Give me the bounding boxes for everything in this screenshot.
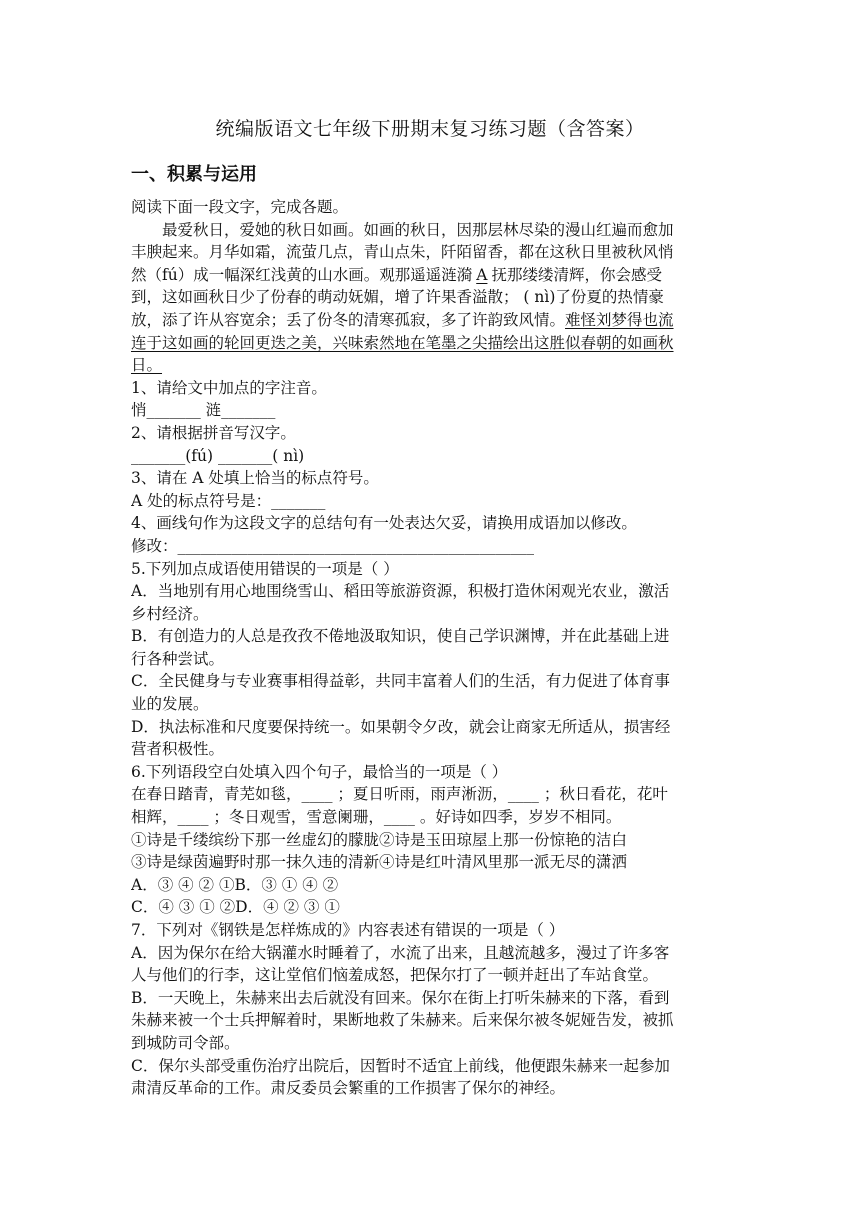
option-b: B．有创造力的人总是孜孜不倦地汲取知识，使自己学识渊博，并在此基础上进 bbox=[131, 627, 670, 646]
underlined-sentence: 连于这如画的轮回更迭之美，兴味索然地在笔墨之尖描绘出这胜似春朝的如画秋 bbox=[131, 333, 674, 352]
text-line: 相辉，____ ；冬日观雪，雪意阑珊，____ 。好诗如四季，岁岁不相同。 bbox=[131, 808, 622, 827]
option-c: C．保尔头部受重伤治疗出院后，因暂时不适宜上前线，他便跟朱赫来一起参加 bbox=[131, 1056, 670, 1075]
question-2: 2、请根据拼音写汉字。 bbox=[131, 423, 296, 442]
text-line: 在春日踏青，青芜如毯，____ ；夏日听雨，雨声淅沥，____ ；秋日看花，花叶 bbox=[131, 785, 668, 804]
dotted-emphasis: 最恰当 bbox=[362, 762, 410, 781]
text-fragment: 放，添了许从容宽余；丢了份冬的清寒孤寂，多了许韵致风情。 bbox=[131, 310, 566, 329]
answer-line: _______(fú) _______( nì) bbox=[131, 446, 305, 465]
question-3: 3、请在 A 处填上恰当的标点符号。 bbox=[131, 469, 379, 488]
question-6 bbox=[131, 761, 729, 784]
question-7: 7．下列对《钢铁是怎样炼成的》内容表述有错误的一项是（ ） bbox=[131, 921, 565, 939]
option-c-cont: 业的发展。 bbox=[131, 695, 209, 714]
text-line: 到，这如画秋日少了份春的萌动妩媚，增了许果香溢散； ( nì)了份夏的热情豪 bbox=[131, 288, 664, 307]
answer-line: 悄_______ 涟_______ bbox=[131, 401, 276, 420]
underlined-sentence: 日。 bbox=[131, 356, 163, 375]
document-title: 统编版语文七年级下册期末复习练习题（含答案） bbox=[215, 118, 645, 140]
text-line bbox=[131, 264, 729, 287]
text-line bbox=[131, 309, 729, 332]
option-b: B．一天晚上，朱赫来出去后就没有回来。保尔在街上打听朱赫来的下落，看到 bbox=[131, 988, 670, 1007]
text-line: 丰腴起来。月华如霜，流萤几点，青山点朱，阡陌留香，都在这秋日里被秋风悄 bbox=[131, 243, 674, 262]
option-d: D．执法标准和尺度要保持统一。如果朝令夕改，就会让商家无所适从，损害经 bbox=[131, 717, 671, 736]
option-a-cont: 乡村经济。 bbox=[131, 604, 209, 623]
option-c-cont: 肃清反革命的工作。肃反委员会繁重的工作损害了保尔的神经。 bbox=[131, 1079, 566, 1098]
options-cd: C．④ ③ ① ②D．④ ② ③ ① bbox=[131, 898, 340, 917]
options-ab: A．③ ④ ② ①B．③ ① ④ ② bbox=[131, 875, 339, 894]
document-body bbox=[131, 196, 729, 1100]
text-fragment: 6.下列语段空白处填入四个句子， bbox=[131, 762, 363, 781]
underlined-sentence: 难怪刘梦得也流 bbox=[565, 310, 674, 329]
option-c: C．全民健身与专业赛事相得益彰，共同丰富着人们的生活，有力促进了体育事 bbox=[131, 672, 670, 691]
text-line bbox=[131, 354, 729, 377]
text-fragment: 的一项是（ ） bbox=[409, 762, 508, 781]
text-line: 最爱秋日，爱她的秋日如画。如画的秋日，因那层林尽染的漫山红遍而愈加 bbox=[162, 220, 674, 239]
question-1: 1、请给文中加点的字注音。 bbox=[131, 378, 327, 397]
option-a-cont: 人与他们的行李，这让堂倌们恼羞成怒，把保尔打了一顿并赶出了车站食堂。 bbox=[131, 966, 659, 985]
section-heading: 一、积累与运用 bbox=[131, 164, 257, 185]
text-line: ①诗是千缕缤纷下那一丝虚幻的朦胧②诗是玉田琼屋上那一份惊艳的洁白 bbox=[131, 830, 628, 849]
blank-a: A bbox=[476, 265, 488, 284]
option-d-cont: 营者积极性。 bbox=[131, 740, 225, 759]
answer-line: A 处的标点符号是：_______ bbox=[131, 491, 326, 510]
text-line: 阅读下面一段文字，完成各题。 bbox=[131, 198, 349, 216]
option-b-cont: 行各种尝试。 bbox=[131, 649, 225, 668]
option-a: A．当地别有用心地围绕雪山、稻田等旅游资源，积极打造休闲观光农业，激活 bbox=[131, 582, 670, 601]
option-a: A．因为保尔在给大锅灌水时睡着了，水流了出来，且越流越多，漫过了许多客 bbox=[131, 943, 670, 962]
option-b-cont: 朱赫来被一个士兵押解着时，果断地救了朱赫来。后来保尔被冬妮娅告发，被抓 bbox=[131, 1011, 674, 1030]
text-fragment: 抚那缕缕清辉，你会感受 bbox=[491, 265, 662, 284]
question-4: 4、画线句作为这段文字的总结句有一处表达欠妥，请换用成语加以修改。 bbox=[131, 514, 637, 533]
text-line: ③诗是绿茵遍野时那一抹久违的清新④诗是红叶清风里那一派无尽的潇洒 bbox=[131, 853, 628, 872]
text-fragment: 然（fú）成一幅深红浅黄的山水画。观那遥遥涟漪 bbox=[131, 265, 473, 284]
answer-line: 修改：______________________________________________ bbox=[131, 536, 535, 555]
question-5: 5.下列加点成语使用错误的一项是（ ） bbox=[131, 559, 399, 578]
option-b-cont: 到城防司令部。 bbox=[131, 1033, 240, 1052]
